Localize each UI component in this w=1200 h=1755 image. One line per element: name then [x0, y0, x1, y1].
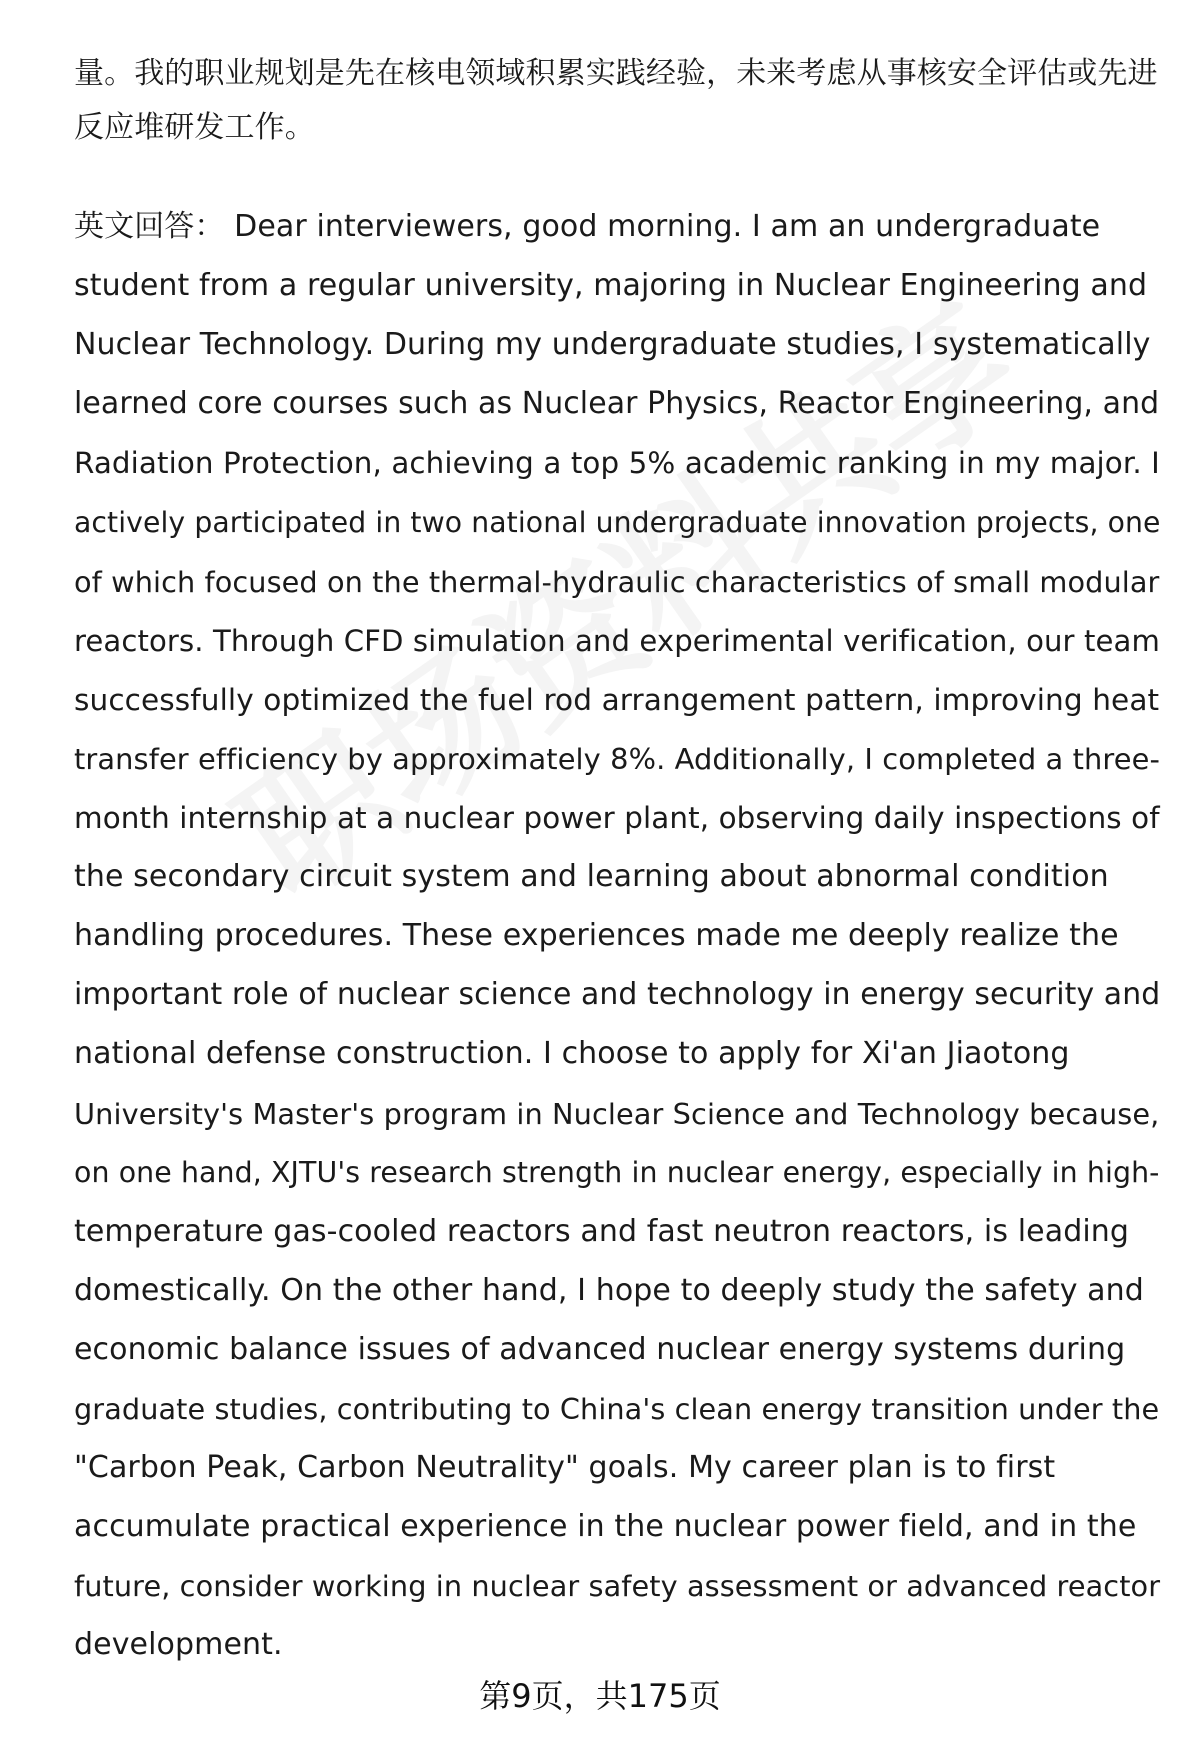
- text-line: accumulate practical experience in the nuclear power field, and in the: [74, 1509, 1137, 1544]
- text-line: student from a regular university, majoring in Nuclear Engineering and: [74, 268, 1148, 303]
- text-line: of which focused on the thermal-hydraulic characteristics of small modular: [74, 565, 1160, 599]
- text-line: reactors. Through CFD simulation and experimental verification, our team: [74, 624, 1160, 658]
- text-line: temperature gas-cooled reactors and fast neutron reactors, is leading: [74, 1214, 1130, 1249]
- text-line: successfully optimized the fuel rod arrangement pattern, improving heat: [74, 683, 1160, 717]
- text-line: on one hand, XJTU's research strength in nuclear energy, especially in high-: [74, 1156, 1160, 1189]
- text-line: 英文回答： Dear interviewers, good morning. I am an undergraduate: [74, 209, 1101, 244]
- text-line: important role of nuclear science and technology in energy security and: [74, 977, 1161, 1012]
- text-line: future, consider working in nuclear safety assessment or advanced reactor: [74, 1569, 1161, 1603]
- text-line: graduate studies, contributing to China's clean energy transition under the: [74, 1392, 1160, 1426]
- text-line: handling procedures. These experiences made me deeply realize the: [74, 918, 1119, 953]
- text-line: University's Master's program in Nuclear Science and Technology because,: [74, 1097, 1160, 1131]
- text-line: domestically. On the other hand, I hope to deeply study the safety and: [74, 1273, 1144, 1308]
- text-line: "Carbon Peak, Carbon Neutrality" goals. My career plan is to first: [74, 1450, 1056, 1485]
- text-line: economic balance issues of advanced nuclear energy systems during: [74, 1332, 1126, 1367]
- text-line: Nuclear Technology. During my undergraduate studies, I systematically: [74, 327, 1151, 362]
- text-line: the secondary circuit system and learning about abnormal condition: [74, 859, 1109, 894]
- page-number-footer: 第9页，共175页: [479, 1677, 721, 1715]
- text-line: learned core courses such as Nuclear Physics, Reactor Engineering, and: [74, 386, 1160, 421]
- text-line: month internship at a nuclear power plant, observing daily inspections of: [74, 801, 1160, 835]
- text-line: transfer efficiency by approximately 8%. Additionally, I completed a three-: [74, 742, 1160, 776]
- text-line: national defense construction. I choose to apply for Xi'an Jiaotong: [74, 1036, 1070, 1071]
- text-line: 量。我的职业规划是先在核电领域积累实践经验，未来考虑从事核安全评估或先进: [74, 56, 1158, 91]
- text-line: Radiation Protection, achieving a top 5% academic ranking in my major. I: [74, 446, 1160, 480]
- text-line: actively participated in two national undergraduate innovation projects, one: [74, 506, 1161, 539]
- text-line: development.: [74, 1627, 283, 1662]
- text-line: 反应堆研发工作。: [74, 110, 315, 145]
